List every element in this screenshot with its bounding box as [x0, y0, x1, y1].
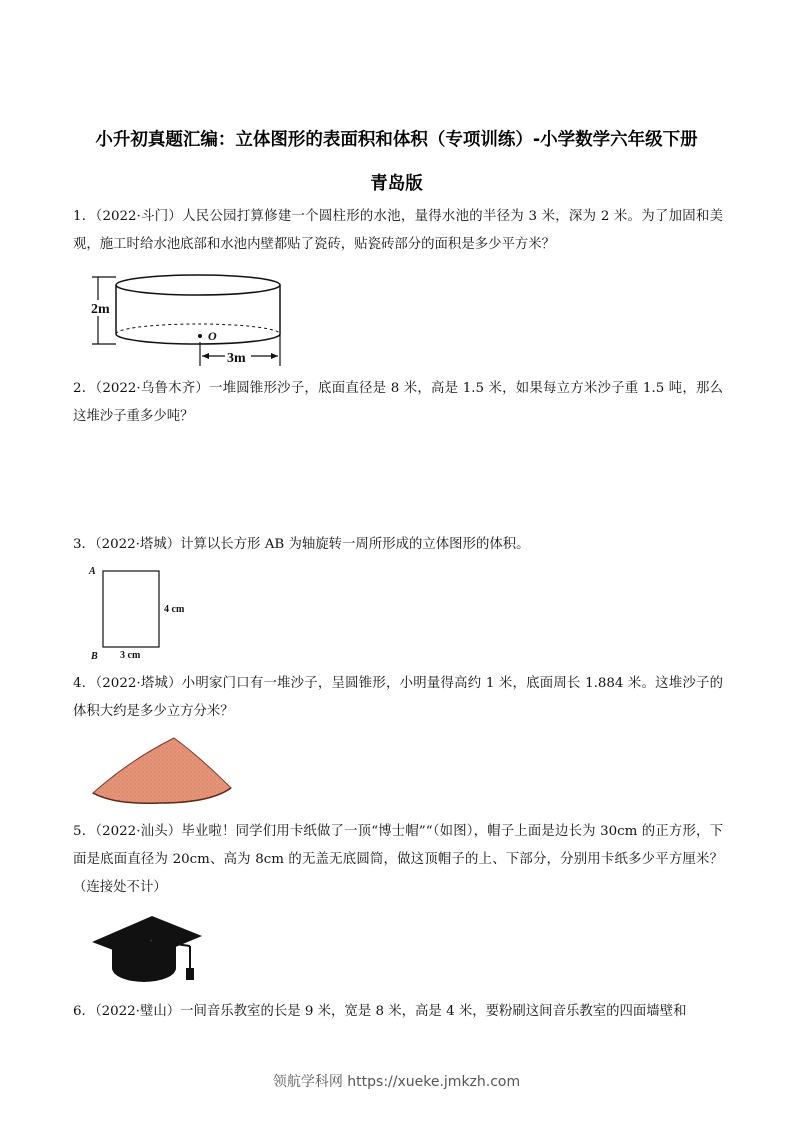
- title-line-2: 青岛版: [370, 174, 423, 194]
- question-5: 5．（2022·汕头）毕业啦！同学们用卡纸做了一顶“博士帽”“（如图），帽子上面是边长为 30cm 的正方形，下面是底面直径为 20cm、高为 8cm 的无盖无底圆筒，做这顶帽子的上、下部分，分别用卡纸多少平方厘米？（连接处不计）: [73, 824, 723, 895]
- label-a: A: [89, 566, 96, 577]
- cylinder-bottom-arc: [116, 334, 280, 344]
- cap-board: [92, 916, 202, 961]
- center-label: O: [208, 329, 217, 343]
- footer-watermark: 领航学科网 https://xueke.jmkzh.com: [272, 1074, 521, 1090]
- center-point: [198, 334, 202, 338]
- rectangle-shape: [103, 571, 159, 647]
- cylinder-figure: [88, 272, 288, 368]
- question-3: 3．（2022·塔城）计算以长方形 AB 为轴旋转一周所形成的立体图形的体积。: [73, 537, 530, 552]
- graduation-cap-figure: [92, 916, 207, 988]
- title-line-1: 小升初真题汇编：立体图形的表面积和体积（专项训练）-小学数学六年级下册: [95, 130, 698, 150]
- rectangle-figure: [86, 562, 196, 662]
- question-6: 6．（2022·璧山）一间音乐教室的长是 9 米，宽是 8 米，高是 4 米，要粉刷这间音乐教室的四面墙壁和: [73, 1004, 687, 1019]
- label-b: B: [91, 651, 98, 662]
- height-label: 2m: [91, 302, 110, 317]
- question-4: 4．（2022·塔城）小明家门口有一堆沙子，呈圆锥形，小明量得高约 1 米，底面周长 1.884 米。这堆沙子的体积大约是多少立方分米？: [73, 676, 723, 719]
- cylinder-top-ellipse: [116, 275, 280, 295]
- cylinder-bottom-back-arc: [116, 324, 280, 334]
- cap-tassel: [186, 968, 194, 980]
- side-length-label: 4 cm: [164, 604, 185, 615]
- question-1: 1．（2022·斗门）人民公园打算修建一个圆柱形的水池，量得水池的半径为 3 米，深为 2 米。为了加固和美观，施工时给水池底部和水池内壁都贴了瓷砖，贴瓷砖部分的面积是多少平方米？: [73, 209, 723, 252]
- bottom-length-label: 3 cm: [120, 650, 141, 661]
- sand-cone-figure: [90, 735, 235, 807]
- question-2: 2．（2022·乌鲁木齐）一堆圆锥形沙子，底面直径是 8 米，高是 1.5 米，如果每立方米沙子重 1.5 吨，那么这堆沙子重多少吨？: [73, 381, 723, 424]
- radius-label: 3m: [227, 351, 246, 366]
